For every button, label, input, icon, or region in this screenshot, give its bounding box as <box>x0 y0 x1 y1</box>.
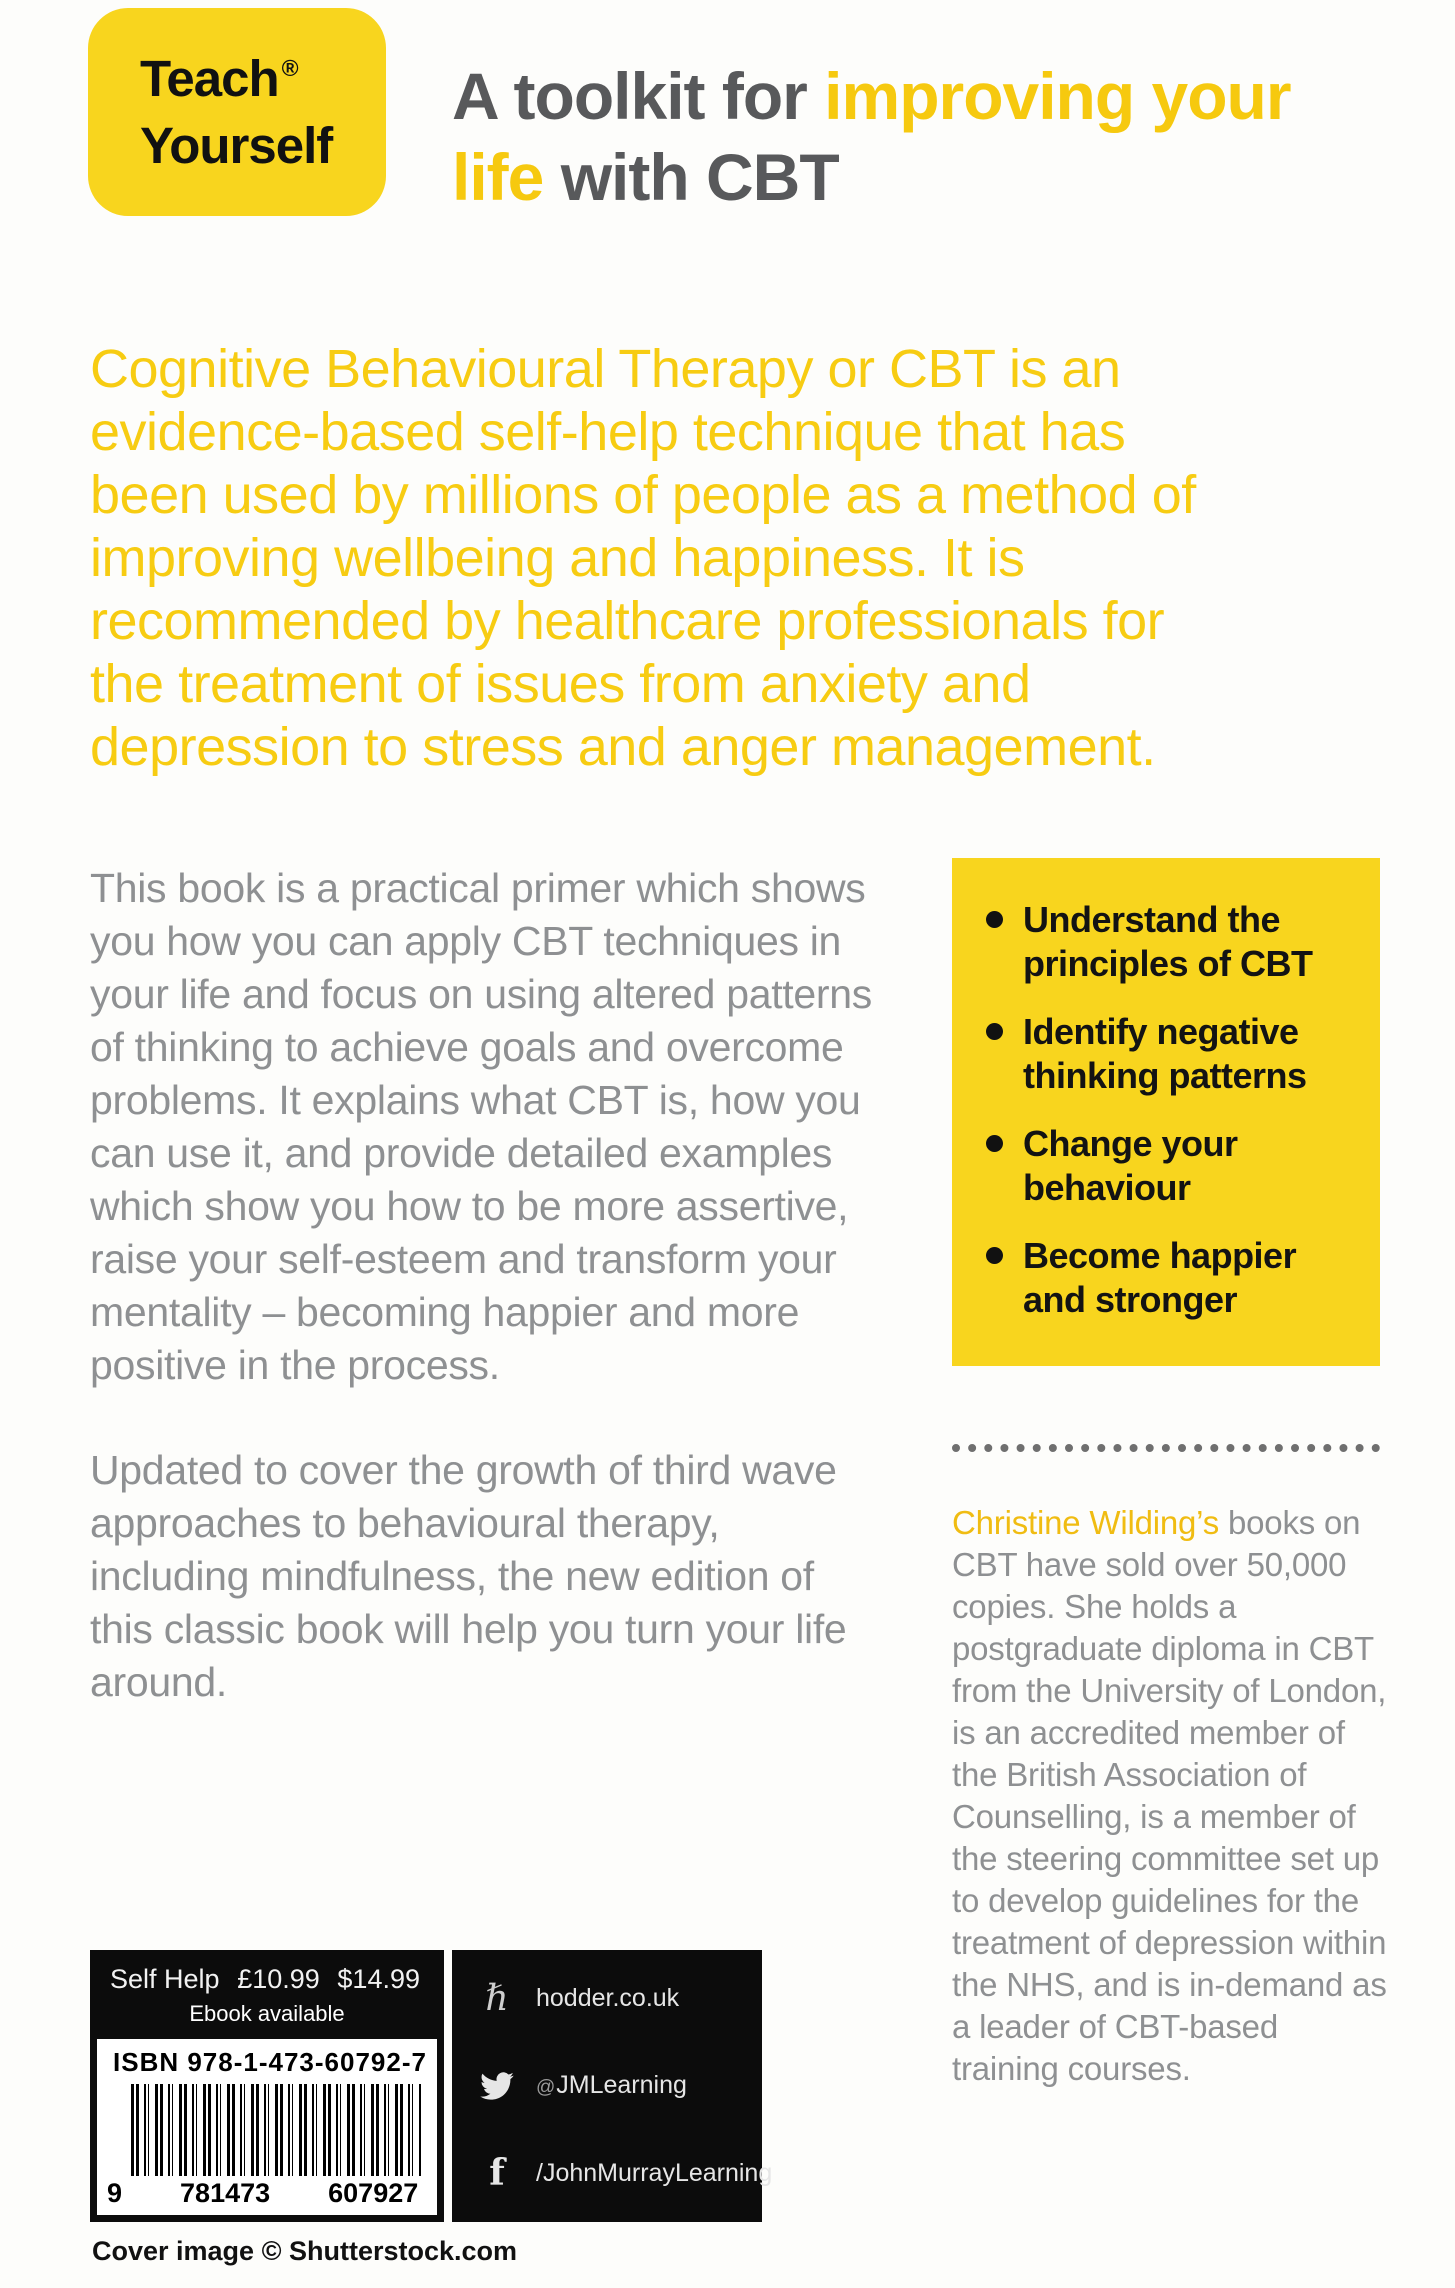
website-row <box>478 1978 736 2019</box>
hodder-icon: ℏ <box>485 1978 509 2019</box>
barcode-digit-group-1: 781473 <box>180 2178 271 2208</box>
headline-part-1: A toolkit for <box>452 59 825 133</box>
author-bio-text: books on CBT have sold over 50,000 copies. She holds a postgraduate diploma in CBT from the University of London, is an accredited member of the British Association of Counselling, is a member of the steering committee set up to develop guidelines for the treatment of depression within the NHS, and is in-demand as a leader of CBT-based training courses. <box>952 1504 1387 2087</box>
barcode-digit-lead: 9 <box>107 2178 123 2208</box>
logo-word-teach: Teach <box>140 50 279 107</box>
barcode-panel <box>97 2039 437 2215</box>
body-paragraph-2: Updated to cover the growth of third wave approaches to behavioural therapy, including mindfulness, the new edition of this classic book will help you turn your life around. <box>90 1447 847 1705</box>
price-usd: $14.99 <box>337 1964 420 1994</box>
isbn-label: ISBN 978-1-473-60792-7 <box>113 2047 427 2077</box>
benefit-item <box>986 898 1350 986</box>
headline-part-2: with CBT <box>543 140 839 214</box>
body-paragraph-1: This book is a practical primer which shows you how you can apply CBT techniques in your life and focus on using altered patterns of thinking to achieve goals and overcome problems. It explains what CBT is, how you can use it, and provide detailed examples which show you how to be more assertive, raise your self-esteem and transform your mentality – becoming happier and more positive in the process. <box>90 865 872 1388</box>
website-label: hodder.co.uk <box>536 1984 680 2012</box>
benefit-label: Become happier and stronger <box>1023 1235 1297 1320</box>
benefit-item <box>986 1234 1350 1322</box>
author-bio <box>952 1502 1390 2090</box>
dotted-divider <box>952 1444 1380 1452</box>
at-symbol: @ <box>536 2077 556 2098</box>
barcode-digit-group-2: 607927 <box>328 2178 419 2208</box>
twitter-icon <box>478 2072 516 2100</box>
barcode <box>131 2084 421 2176</box>
twitter-handle: JMLearning <box>556 2071 687 2099</box>
benefit-label: Change your behaviour <box>1023 1123 1238 1208</box>
benefit-label: Understand the principles of CBT <box>1023 899 1313 984</box>
bullet-icon <box>986 1023 1003 1040</box>
benefit-label: Identify negative thinking patterns <box>1023 1011 1307 1096</box>
intro-paragraph: Cognitive Behavioural Therapy or CBT is an evidence-based self-help technique that has been used by millions of people as a method of improving wellbeing and happiness. It is recommended by healthcare professionals for the treatment of issues from anxiety and depression to stress and anger management. <box>90 339 1196 777</box>
cover-image-credit: Cover image © Shutterstock.com <box>92 2236 518 2266</box>
bullet-icon <box>986 911 1003 928</box>
headline-highlight: improving your life <box>452 59 1291 214</box>
registered-mark: ® <box>281 55 298 81</box>
body-copy <box>90 862 880 1761</box>
price-isbn-block <box>90 1950 444 2222</box>
author-name: Christine Wilding’s <box>952 1504 1220 1541</box>
price-row <box>90 1950 444 1995</box>
benefits-box <box>952 858 1380 1366</box>
facebook-handle: /JohnMurrayLearning <box>536 2158 773 2187</box>
facebook-row <box>478 2152 773 2194</box>
benefit-item <box>986 1122 1350 1210</box>
facebook-icon: f <box>489 2152 505 2194</box>
logo-line-1 <box>140 50 386 117</box>
bullet-icon <box>986 1247 1003 1264</box>
ebook-label: Ebook available <box>189 2001 345 2026</box>
teach-yourself-logo <box>88 8 386 216</box>
twitter-row <box>478 2071 736 2100</box>
bullet-icon <box>986 1135 1003 1152</box>
publisher-social-block <box>452 1950 773 2222</box>
headline <box>452 56 1332 218</box>
barcode-digits <box>97 2176 437 2215</box>
category-label: Self Help <box>110 1964 220 1994</box>
benefit-item <box>986 1010 1350 1098</box>
price-gbp: £10.99 <box>237 1964 320 1994</box>
logo-line-2: Yourself <box>140 117 333 174</box>
twitter-label <box>536 2071 687 2100</box>
